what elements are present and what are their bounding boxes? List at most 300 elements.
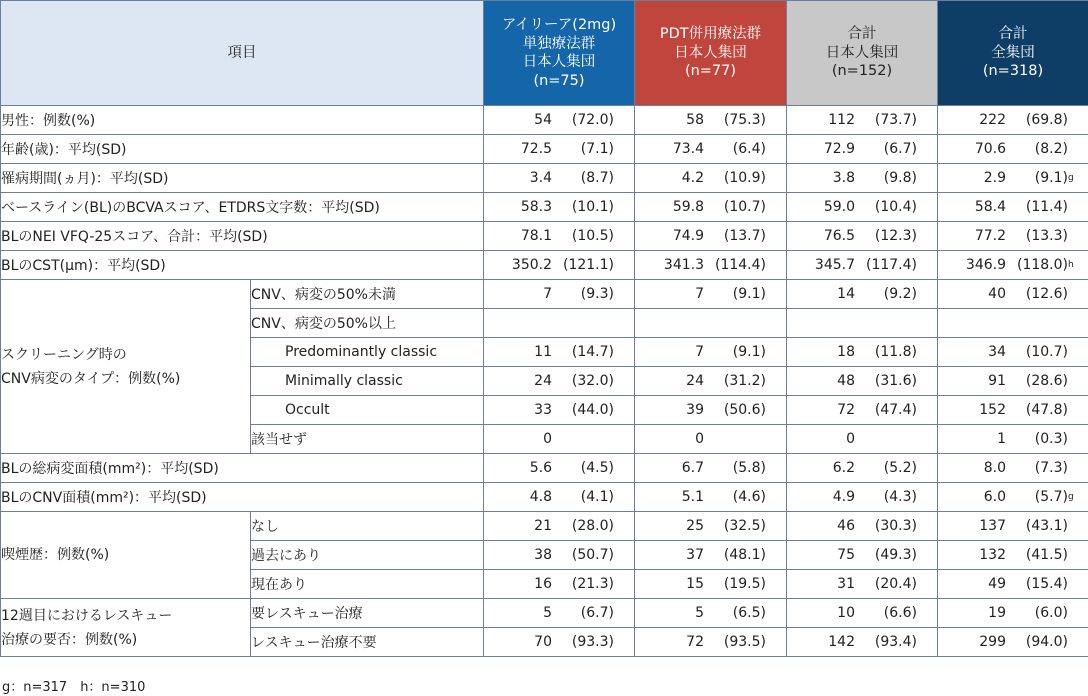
value-cell	[484, 483, 635, 512]
value-number: 70.6	[974, 141, 1006, 157]
value-cell	[787, 164, 938, 193]
value-cell	[484, 193, 635, 222]
value-number: 72.5	[520, 141, 552, 157]
value-number: 5.1	[681, 489, 704, 505]
value-detail: (10.1)	[571, 199, 614, 215]
row-label: 年齢(歳)：平均(SD)	[1, 135, 484, 164]
value-number: 112	[828, 112, 855, 128]
value-detail: (73.7)	[874, 112, 917, 128]
value-detail: (121.1)	[562, 257, 614, 273]
value-cell	[484, 512, 635, 541]
value-cell	[787, 570, 938, 599]
header-group-pdt-combination	[635, 1, 787, 106]
value-wrap	[635, 512, 786, 540]
value-number: 152	[979, 402, 1006, 418]
value-number: 0	[543, 431, 552, 447]
value-number: 7	[543, 286, 552, 302]
row-label: 男性：例数(%)	[1, 106, 484, 135]
value-cell	[635, 193, 787, 222]
value-wrap	[484, 483, 634, 511]
value-wrap	[938, 396, 1088, 424]
value-cell	[787, 338, 938, 367]
value-number: 74.9	[672, 228, 704, 244]
value-detail: (19.5)	[723, 576, 766, 592]
value-cell	[938, 454, 1088, 483]
value-cell	[635, 135, 787, 164]
value-detail: (9.2)	[883, 286, 917, 302]
value-number: 58.4	[974, 199, 1006, 215]
sub-row-label: Occult	[251, 396, 484, 425]
value-number: 59.8	[672, 199, 704, 215]
value-detail: (93.3)	[571, 634, 614, 650]
value-wrap	[787, 367, 937, 395]
value-wrap	[938, 454, 1088, 482]
value-number: 299	[979, 634, 1006, 650]
value-cell	[787, 396, 938, 425]
value-cell	[938, 599, 1088, 628]
value-cell	[938, 425, 1088, 454]
row-label: BLのNEI VFQ-25スコア、合計：平均(SD)	[1, 222, 484, 251]
value-detail: (4.5)	[580, 460, 614, 476]
value-wrap	[484, 106, 634, 134]
value-detail: (10.9)	[723, 170, 766, 186]
value-wrap	[938, 280, 1088, 308]
value-wrap	[787, 135, 937, 163]
value-number: 24	[686, 373, 704, 389]
value-detail: (13.7)	[723, 228, 766, 244]
sub-row-label: CNV、病変の50%以上	[251, 309, 484, 338]
value-detail: (117.4)	[865, 257, 917, 273]
footnote: g：n=317 h：n=310	[2, 680, 146, 695]
value-wrap	[787, 106, 937, 134]
value-number: 70	[534, 634, 552, 650]
value-wrap	[635, 396, 786, 424]
value-detail: (30.3)	[874, 518, 917, 534]
value-detail: (14.7)	[571, 344, 614, 360]
sub-row-label: Predominantly classic	[251, 338, 484, 367]
value-detail: (4.3)	[883, 489, 917, 505]
value-detail: (7.3)	[1034, 460, 1068, 476]
value-detail: (28.6)	[1025, 373, 1068, 389]
header-row	[1, 1, 1088, 106]
value-number: 78.1	[520, 228, 552, 244]
value-cell	[635, 512, 787, 541]
value-wrap	[635, 222, 786, 250]
value-number: 38	[534, 547, 552, 563]
value-wrap	[484, 512, 634, 540]
value-footnote-mark: h	[1068, 260, 1074, 270]
row-label: BLのCST(μm)：平均(SD)	[1, 251, 484, 280]
value-cell	[635, 106, 787, 135]
value-cell	[635, 367, 787, 396]
value-number: 31	[837, 576, 855, 592]
value-detail: (15.4)	[1025, 576, 1068, 592]
value-detail: (43.1)	[1025, 518, 1068, 534]
value-cell	[787, 541, 938, 570]
value-cell	[635, 280, 787, 309]
header-line: (n=75)	[533, 72, 585, 89]
value-cell	[635, 251, 787, 280]
value-wrap	[938, 367, 1088, 395]
value-number: 6.2	[832, 460, 855, 476]
value-number: 25	[686, 518, 704, 534]
value-number: 1	[997, 431, 1006, 447]
value-detail: (10.7)	[1025, 344, 1068, 360]
value-wrap	[787, 512, 937, 540]
header-line: 単独療法群	[522, 35, 596, 52]
value-wrap	[938, 222, 1088, 250]
value-cell	[484, 309, 635, 338]
value-wrap	[635, 309, 786, 337]
value-wrap	[787, 570, 937, 598]
value-wrap	[484, 164, 634, 192]
value-wrap	[787, 541, 937, 569]
sub-row-label: CNV、病変の50%未満	[251, 280, 484, 309]
value-number: 72	[686, 634, 704, 650]
header-line: (n=152)	[831, 63, 893, 80]
value-cell	[787, 454, 938, 483]
value-number: 24	[534, 373, 552, 389]
value-detail: (32.0)	[571, 373, 614, 389]
value-cell	[484, 367, 635, 396]
value-number: 132	[979, 547, 1006, 563]
value-cell	[938, 309, 1088, 338]
value-detail: (6.5)	[732, 605, 766, 621]
value-cell	[484, 222, 635, 251]
value-cell	[484, 164, 635, 193]
value-wrap	[787, 628, 937, 656]
group-label-line: 治療の要否：例数(%)	[1, 631, 138, 648]
value-wrap	[787, 251, 937, 279]
value-wrap	[787, 222, 937, 250]
value-number: 5	[543, 605, 552, 621]
value-wrap	[635, 599, 786, 627]
value-number: 76.5	[823, 228, 855, 244]
value-number: 7	[695, 344, 704, 360]
value-detail: (20.4)	[874, 576, 917, 592]
value-cell	[635, 164, 787, 193]
value-footnote-mark: g	[1068, 173, 1074, 183]
value-number: 46	[837, 518, 855, 534]
value-cell	[484, 628, 635, 657]
sub-row-label: なし	[251, 512, 484, 541]
value-cell	[787, 222, 938, 251]
value-cell	[484, 251, 635, 280]
header-group-total-japanese	[787, 1, 938, 106]
value-number: 39	[686, 402, 704, 418]
value-cell	[938, 193, 1088, 222]
value-cell	[787, 599, 938, 628]
value-wrap	[787, 396, 937, 424]
value-wrap	[484, 396, 634, 424]
value-detail: (50.7)	[571, 547, 614, 563]
table-row	[1, 222, 1088, 251]
value-wrap	[938, 599, 1088, 627]
value-wrap	[635, 454, 786, 482]
value-cell	[938, 338, 1088, 367]
value-cell	[484, 338, 635, 367]
value-detail: (93.5)	[723, 634, 766, 650]
value-wrap	[635, 251, 786, 279]
value-number: 3.4	[529, 170, 552, 186]
value-number: 49	[988, 576, 1006, 592]
value-number: 34	[988, 344, 1006, 360]
value-detail: (94.0)	[1025, 634, 1068, 650]
group-label-line: 喫煙歴：例数(%)	[1, 547, 110, 563]
table-row	[1, 164, 1088, 193]
value-wrap	[635, 106, 786, 134]
value-cell	[787, 135, 938, 164]
header-line: PDT併用療法群	[659, 26, 762, 43]
value-wrap	[484, 135, 634, 163]
value-detail: (6.7)	[580, 605, 614, 621]
value-wrap	[484, 367, 634, 395]
value-wrap	[938, 251, 1088, 279]
value-detail: (12.3)	[874, 228, 917, 244]
value-number: 2.9	[983, 170, 1006, 186]
table-row	[1, 251, 1088, 280]
value-detail: (4.1)	[580, 489, 614, 505]
value-wrap	[635, 483, 786, 511]
value-wrap	[938, 628, 1088, 656]
value-cell	[787, 309, 938, 338]
value-detail: (48.1)	[723, 547, 766, 563]
value-number: 37	[686, 547, 704, 563]
value-wrap	[938, 483, 1088, 511]
value-wrap	[635, 193, 786, 221]
table-row	[1, 193, 1088, 222]
value-number: 0	[695, 431, 704, 447]
value-wrap	[484, 251, 634, 279]
value-cell	[484, 570, 635, 599]
value-detail: (32.5)	[723, 518, 766, 534]
value-wrap	[484, 309, 634, 337]
value-footnote-mark: g	[1068, 492, 1074, 502]
value-wrap	[635, 338, 786, 366]
group-label-line: CNV病変のタイプ：例数(%)	[1, 370, 181, 387]
value-number: 58	[686, 112, 704, 128]
value-cell	[484, 454, 635, 483]
value-wrap	[938, 338, 1088, 366]
group-label	[1, 280, 251, 454]
value-wrap	[484, 338, 634, 366]
header-line: 日本人集団	[522, 54, 596, 70]
value-wrap	[938, 309, 1088, 337]
header-line: (n=77)	[684, 63, 737, 80]
value-number: 0	[846, 431, 855, 447]
group-label	[1, 512, 251, 599]
value-detail: (47.8)	[1025, 402, 1068, 418]
value-detail: (10.7)	[723, 199, 766, 215]
value-detail: (114.4)	[714, 257, 766, 273]
value-wrap	[938, 193, 1088, 221]
value-cell	[484, 425, 635, 454]
value-detail: (47.4)	[874, 402, 917, 418]
header-line: アイリーア(2mg)	[501, 17, 617, 33]
value-cell	[938, 280, 1088, 309]
value-cell	[787, 367, 938, 396]
value-cell	[938, 222, 1088, 251]
table-row	[1, 106, 1088, 135]
value-cell	[787, 280, 938, 309]
value-cell	[938, 251, 1088, 280]
value-number: 8.0	[983, 460, 1006, 476]
value-detail: (10.4)	[874, 199, 917, 215]
table-row	[1, 454, 1088, 483]
value-detail: (21.3)	[571, 576, 614, 592]
value-detail: (9.3)	[580, 286, 614, 302]
value-cell	[635, 309, 787, 338]
value-wrap	[787, 280, 937, 308]
value-detail: (11.4)	[1025, 199, 1068, 215]
table-body	[1, 106, 1088, 657]
value-wrap	[787, 483, 937, 511]
value-cell	[938, 396, 1088, 425]
value-wrap	[484, 425, 634, 453]
value-detail: (69.8)	[1025, 112, 1068, 128]
value-number: 75	[837, 547, 855, 563]
value-cell	[787, 106, 938, 135]
value-cell	[938, 512, 1088, 541]
value-wrap	[484, 541, 634, 569]
value-cell	[484, 541, 635, 570]
header-item: 項目	[1, 1, 484, 106]
value-wrap	[787, 193, 937, 221]
value-wrap	[938, 164, 1088, 192]
value-cell	[635, 483, 787, 512]
header-group-eylea-monotherapy	[484, 1, 635, 106]
value-wrap	[635, 570, 786, 598]
value-number: 6.0	[983, 489, 1006, 505]
value-detail: (41.5)	[1025, 547, 1068, 563]
value-cell	[938, 483, 1088, 512]
value-cell	[635, 425, 787, 454]
value-number: 59.0	[823, 199, 855, 215]
value-detail: (11.8)	[874, 344, 917, 360]
value-wrap	[635, 367, 786, 395]
value-detail: (50.6)	[723, 402, 766, 418]
row-label: BLの総病変面積(mm²)：平均(SD)	[1, 454, 484, 483]
value-cell	[635, 454, 787, 483]
value-wrap	[484, 570, 634, 598]
value-detail: (44.0)	[571, 402, 614, 418]
value-detail: (118.0)	[1016, 257, 1068, 273]
value-number: 11	[534, 344, 552, 360]
value-cell	[484, 396, 635, 425]
table-row	[1, 280, 1088, 309]
value-number: 3.8	[832, 170, 855, 186]
value-detail: (9.1)	[732, 286, 766, 302]
value-number: 7	[695, 286, 704, 302]
row-label: ベースライン(BL)のBCVAスコア、ETDRS文字数：平均(SD)	[1, 193, 484, 222]
value-wrap	[787, 425, 937, 453]
value-number: 5.6	[529, 460, 552, 476]
value-number: 48	[837, 373, 855, 389]
value-wrap	[484, 222, 634, 250]
value-wrap	[635, 541, 786, 569]
value-cell	[635, 599, 787, 628]
value-detail: (9.8)	[883, 170, 917, 186]
value-wrap	[635, 164, 786, 192]
value-detail: (6.7)	[883, 141, 917, 157]
value-cell	[635, 222, 787, 251]
header-line: 全集団	[991, 44, 1035, 61]
value-number: 341.3	[663, 257, 704, 273]
value-number: 58.3	[520, 199, 552, 215]
header-line: 日本人集団	[825, 44, 899, 61]
value-wrap	[787, 309, 937, 337]
value-wrap	[787, 338, 937, 366]
header-line: 合計	[998, 26, 1028, 43]
group-label-line: スクリーニング時の	[1, 346, 127, 363]
value-detail: (8.7)	[580, 170, 614, 186]
value-cell	[938, 541, 1088, 570]
value-number: 91	[988, 373, 1006, 389]
value-detail: (72.0)	[571, 112, 614, 128]
value-number: 222	[979, 112, 1006, 128]
table-row	[1, 599, 1088, 628]
value-cell	[484, 599, 635, 628]
value-detail: (6.4)	[732, 141, 766, 157]
row-label: BLのCNV面積(mm²)：平均(SD)	[1, 483, 484, 512]
header-line: (n=318)	[982, 63, 1044, 80]
value-wrap	[938, 425, 1088, 453]
value-detail: (4.6)	[732, 489, 766, 505]
value-detail: (5.7)	[1034, 489, 1068, 505]
value-number: 4.8	[529, 489, 552, 505]
value-number: 14	[837, 286, 855, 302]
value-number: 72	[837, 402, 855, 418]
table-row	[1, 512, 1088, 541]
sub-row-label: 現在あり	[251, 570, 484, 599]
value-cell	[938, 570, 1088, 599]
value-number: 15	[686, 576, 704, 592]
value-cell	[787, 512, 938, 541]
value-number: 19	[988, 605, 1006, 621]
value-cell	[938, 106, 1088, 135]
value-number: 4.2	[681, 170, 704, 186]
value-detail: (8.2)	[1034, 141, 1068, 157]
value-number: 350.2	[511, 257, 552, 273]
table-row	[1, 135, 1088, 164]
value-wrap	[938, 512, 1088, 540]
value-wrap	[484, 454, 634, 482]
table-row	[1, 483, 1088, 512]
value-number: 10	[837, 605, 855, 621]
value-cell	[484, 135, 635, 164]
value-number: 33	[534, 402, 552, 418]
value-cell	[938, 164, 1088, 193]
header-group-total-all	[938, 1, 1088, 106]
value-number: 77.2	[974, 228, 1006, 244]
value-detail: (49.3)	[874, 547, 917, 563]
value-wrap	[787, 454, 937, 482]
value-wrap	[938, 570, 1088, 598]
value-number: 5	[695, 605, 704, 621]
group-label-line: 12週目におけるレスキュー	[1, 607, 173, 624]
value-wrap	[635, 135, 786, 163]
sub-row-label: 該当せず	[251, 425, 484, 454]
value-number: 18	[837, 344, 855, 360]
value-cell	[635, 570, 787, 599]
value-detail: (6.6)	[883, 605, 917, 621]
value-cell	[938, 135, 1088, 164]
value-detail: (31.2)	[723, 373, 766, 389]
value-cell	[787, 483, 938, 512]
value-cell	[787, 425, 938, 454]
value-cell	[787, 628, 938, 657]
value-number: 137	[979, 518, 1006, 534]
